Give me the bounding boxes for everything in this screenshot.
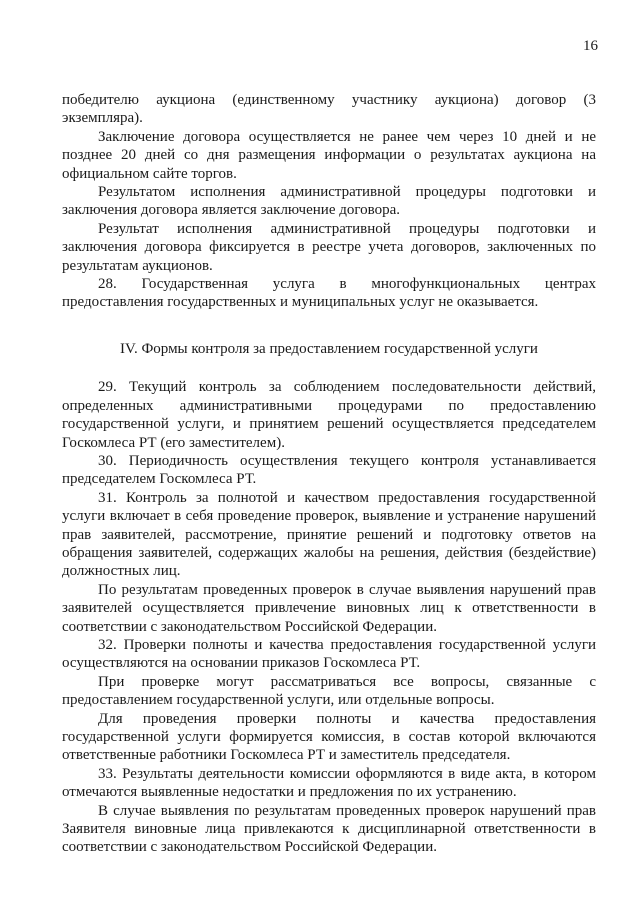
paragraph: По результатам проведенных проверок в случае выявления нарушений прав заявителей осуществляется привлечение виновных лиц к ответственности в соответствии с законодательством Российской Федерации. — [62, 581, 596, 635]
paragraph: Заключение договора осуществляется не ранее чем через 10 дней и не позднее 20 дней со дня размещения информации о результатах аукциона на официальном сайте торгов. — [62, 128, 596, 182]
document-body — [62, 91, 596, 857]
paragraph: 29. Текущий контроль за соблюдением последовательности действий, определенных административными процедурами по предоставлению государственной услуги, и принятием решений осуществляется председателем Госкомлеса РТ (его заместителем). — [62, 379, 596, 451]
page-number: 16 — [583, 38, 598, 54]
paragraph: 32. Проверки полноты и качества предоставления государственной услуги осуществляются на основании приказов Госкомлеса РТ. — [62, 636, 596, 672]
paragraph: При проверке могут рассматриваться все вопросы, связанные с предоставлением государственной услуги, или отдельные вопросы. — [62, 673, 596, 709]
paragraph: Результатом исполнения административной процедуры подготовки и заключения договора является заключение договора. — [62, 184, 596, 219]
paragraph: Результат исполнения административной процедуры подготовки и заключения договора фиксируется в реестре учета договоров, заключенных по результатам аукционов. — [62, 220, 596, 274]
paragraph: 28. Государственная услуга в многофункциональных центрах предоставления государственных и муниципальных услуг не оказывается. — [62, 276, 596, 311]
paragraph: В случае выявления по результатам проведенных проверок нарушений прав Заявителя виновные лица привлекаются к дисциплинарной ответственности в соответствии с законодательством Российской Федерации. — [62, 802, 596, 856]
paragraph-continuation: победителю аукциона (единственному участнику аукциона) договор (3 экземпляра). — [62, 92, 596, 127]
paragraph: Для проведения проверки полноты и качества предоставления государственной услуги формируется комиссия, в состав которой включаются ответственные работники Госкомлеса РТ и заместитель председателя. — [62, 710, 596, 764]
paragraph: 31. Контроль за полнотой и качеством предоставления государственной услуги включает в себя проведение проверок, выявление и устранение нарушений прав заявителей, рассмотрение, принятие решений и подготовку ответов на обращения заявителей, содержащих жалобы на решения, действия (бездействие) должностных лиц. — [62, 489, 596, 580]
paragraph: 33. Результаты деятельности комиссии оформляются в виде акта, в котором отмечаются выявленные недостатки и предложения по их устранению. — [62, 765, 596, 801]
section-heading: IV. Формы контроля за предоставлением государственной услуги — [120, 340, 538, 357]
paragraph: 30. Периодичность осуществления текущего контроля устанавливается председателем Госкомлеса РТ. — [62, 452, 596, 488]
